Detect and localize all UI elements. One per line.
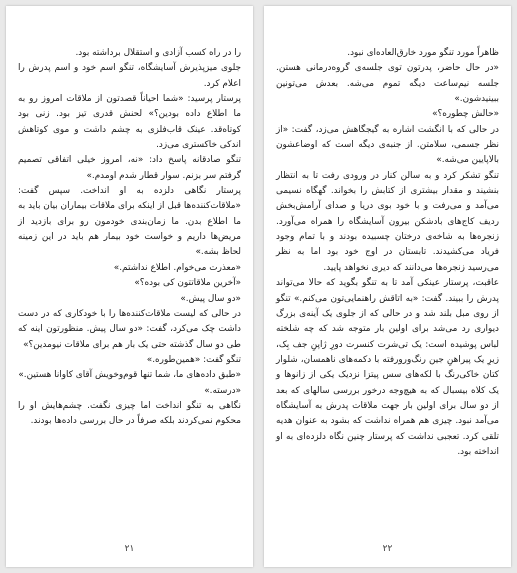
paragraph: در حالی که لیست ملاقات‌کننده‌ها را با خودکاری که در دست داشت چک می‌کرد، گفت: «دو سال پیش. منظورتون اینه که طی دو سال گذشته حتی یک بار هم برای ملاقات نیومدین؟»	[18, 308, 241, 350]
paragraph: «آخرین ملاقاتتون کی بوده؟»	[134, 278, 241, 289]
paragraph: پرستار پرسید: «شما احیاناً قصدتون از ملاقات امروز رو به ما اطلاع داده بودین؟» لحنش قدری تیز بود. زنی بود کوتاه‌قد. عینک قاب‌فلزی به چشم داشت و موی کوتاهش اندکی خاکستری می‌زد.	[18, 94, 241, 151]
left-page-text	[18, 46, 241, 430]
paragraph: نگاهی به تنگو انداخت اما چیزی نگفت. چشم‌هایش او را محکوم نمی‌کردند بلکه صرفاً در حال بررسی داده‌ها بودند.	[18, 400, 241, 427]
paragraph: «طبق داده‌های ما، شما تنها قوم‌وخویش آقای کاوانا هستین.»	[18, 370, 241, 381]
paragraph: جلوی میزپذیرش آسایشگاه، تنگو اسم خود و اسم پدرش را اعلام کرد.	[18, 63, 241, 89]
paragraph: «دو سال پیش.»	[180, 293, 241, 304]
right-page-text	[276, 46, 499, 460]
paragraph: را در راه کسب آزادی و استقلال برداشته بود.	[75, 48, 241, 58]
paragraph: «درسته.»	[204, 385, 241, 396]
page-number: ۲۱	[124, 544, 135, 554]
paragraph: در حالی که با انگشت اشاره به گیجگاهش می‌زد، گفت: «از نظر جسمی، سلامتن. از جنبه‌ی دیگه است که اوضاعشون بالاپایین می‌شه.»	[276, 124, 499, 166]
paragraph: «در حال حاضر، پدرتون توی جلسه‌ی گروه‌درمانی هستن. جلسه نیم‌ساعت دیگه تموم می‌شه. بعدش می‌تونین ببینیدشون.»	[276, 63, 499, 105]
paragraph: تنگو گفت: «همین‌طوره.»	[146, 354, 241, 365]
paragraph: «معذرت می‌خوام. اطلاع نداشتم.»	[113, 262, 241, 273]
paragraph: پرستار نگاهی دلزده به او انداخت. سپس گفت: «ملاقات‌کننده‌ها قبل از اینکه برای ملاقات بیماران بیان باید به ما اطلاع بدن. ما زمان‌بندی خودمون رو برای بازدید از مریض‌ها داریم و خواست خود بیمار هم باید در این زمینه لحاظ بشه.»	[18, 186, 241, 258]
paragraph: «حالش چطوره؟»	[432, 109, 499, 120]
paragraph: عاقبت، پرستار عینکی آمد تا به تنگو بگوید که حالا می‌تواند پدرش را ببیند. گفت: «به اتاقش راهنمایی‌تون می‌کنم.» تنگو از روی مبل بلند شد و در حالی که از جلوی یک آینه‌ی بزرگ دیواری رد می‌شد برای اولین بار متوجه شد که چه شلخته لباس پوشیده است: یک تی‌شرت کنسرت دورِ ژاپنِ جف بِک، زیرِ یک پیراهنِ جین رنگ‌ورورفته با دکمه‌های ناهمسان، شلوار کتان خاکی‌رنگ با لکه‌های سس پیتزا نزدیک یکی از زانوها و یک کلاه بیسبال که به هیچ‌وجه درخور بررسی سالهای که بعد از دو سال برای اولین بار جهت ملاقات پدرش به آسایشگاه می‌آمد نبود. چیزی هم همراه نداشت که بشود به عنوان هدیه تلقی کرد. تعجبی نداشت که پرستار چنین نگاه دلزده‌ای به او انداخته بود.	[276, 278, 499, 457]
right-page	[264, 6, 511, 567]
page-number: ۲۲	[382, 544, 393, 554]
paragraph: ظاهراً مورد تنگو مورد خارق‌العاده‌ای نبود.	[347, 48, 499, 58]
paragraph: تنگو صادقانه پاسخ داد: «نه، امروز خیلی اتفاقی تصمیم گرفتم سر بزنم. سوار قطار شدم اومدم.»	[18, 155, 241, 181]
left-page	[6, 6, 253, 567]
paragraph: تنگو تشکر کرد و به سالن کنار در ورودی رفت تا به انتظار بنشیند و مقدار بیشتری از کتابش را بخواند. گهگاه نسیمی می‌آمد و می‌رفت و با خود بوی دریا و صدای آرامش‌بخش ردیف کاج‌های بادشکن بیرون آسایشگاه را همراه می‌آورد. زنجره‌ها به شاخه‌ی درختان چسبیده بودند و با تمام وجود فریاد می‌کشیدند. تابستان در اوج خود بود اما به نظر می‌رسید زنجره‌ها می‌دانند که دیری نخواهد پایید.	[276, 170, 499, 273]
